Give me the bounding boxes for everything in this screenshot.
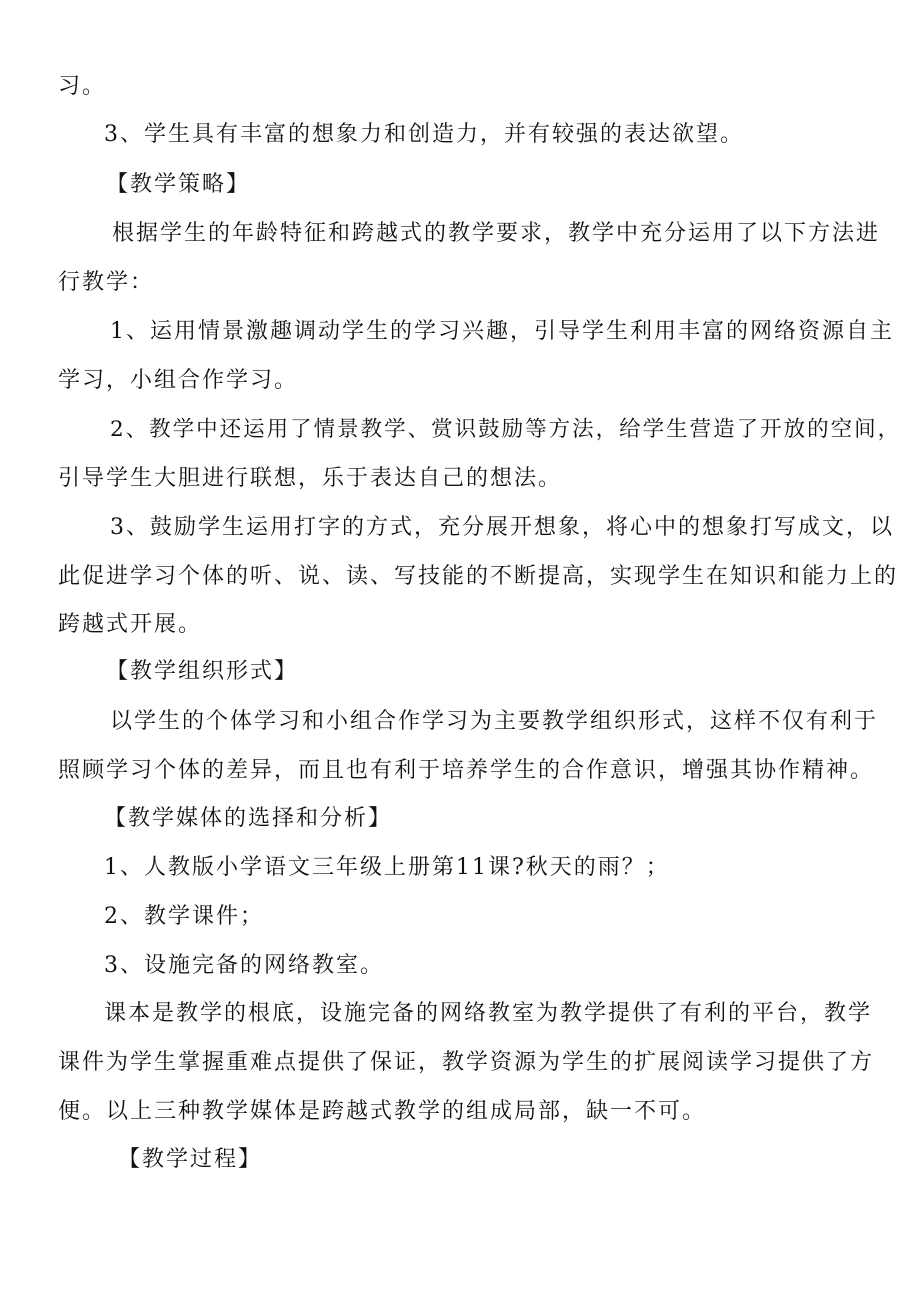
text-line-1: 习。 <box>58 74 107 99</box>
text-line-11: 此促进学习个体的听、说、读、写技能的不断提高，实现学生在知识和能力上的 <box>58 564 899 589</box>
text-line-17: 1、人教版小学语文三年级上册第11课?秋天的雨？； <box>104 855 670 880</box>
text-line-4: 根据学生的年龄特征和跨越式的教学要求，教学中充分运用了以下方法进 <box>112 221 881 246</box>
text-line-5: 行教学： <box>58 270 155 295</box>
text-line-20: 课本是教学的根底，设施完备的网络教室为教学提供了有利的平台，教学 <box>104 1001 873 1026</box>
text-line-15: 照顾学习个体的差异，而且也有利于培养学生的合作意识，增强其协作精神。 <box>58 758 875 783</box>
text-line-8: 2、教学中还运用了情景教学、赏识鼓励等方法，给学生营造了开放的空间， <box>110 417 902 442</box>
text-line-18: 2、教学课件； <box>104 904 264 929</box>
text-line-7: 学习，小组合作学习。 <box>58 368 299 393</box>
text-line-6: 1、运用情景激趣调动学生的学习兴趣，引导学生利用丰富的网络资源自主 <box>110 319 894 344</box>
section-heading-strategy: 【教学策略】 <box>106 172 251 197</box>
text-line-21: 课件为学生掌握重难点提供了保证，教学资源为学生的扩展阅读学习提供了方 <box>58 1050 875 1075</box>
text-line-14: 以学生的个体学习和小组合作学习为主要教学组织形式，这样不仅有利于 <box>110 709 879 734</box>
text-line-19: 3、设施完备的网络教室。 <box>104 953 384 978</box>
text-line-10: 3、鼓励学生运用打字的方式，充分展开想象，将心中的想象打写成文，以 <box>110 515 894 540</box>
text-line-22: 便。以上三种教学媒体是跨越式教学的组成局部，缺一不可。 <box>58 1099 707 1124</box>
section-heading-process: 【教学过程】 <box>118 1147 263 1172</box>
text-line-2: 3、学生具有丰富的想象力和创造力，并有较强的表达欲望。 <box>104 122 744 147</box>
text-line-9: 引导学生大胆进行联想，乐于表达自己的想法。 <box>58 466 563 491</box>
section-heading-media: 【教学媒体的选择和分析】 <box>104 806 393 831</box>
section-heading-organization: 【教学组织形式】 <box>106 659 299 684</box>
text-line-12: 跨越式开展。 <box>58 612 203 637</box>
